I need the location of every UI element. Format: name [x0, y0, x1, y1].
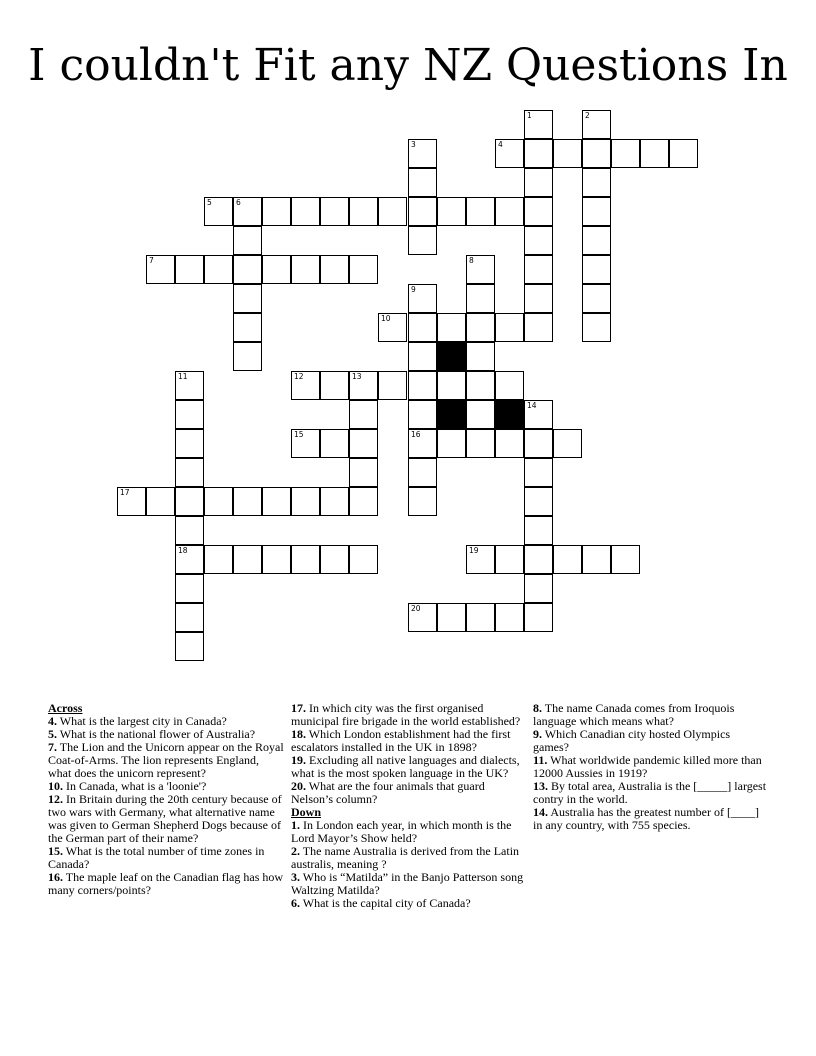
- clue-down-14: 14. Australia has the greatest number of [____] in any country, with 755 species.: [533, 805, 759, 832]
- grid-cell[interactable]: [669, 139, 698, 168]
- clue-number-1: 1: [527, 111, 532, 120]
- grid-cell[interactable]: [466, 342, 495, 371]
- across-heading: Across: [48, 701, 83, 715]
- black-cell: [437, 400, 466, 429]
- grid-cell[interactable]: [320, 487, 349, 516]
- grid-cell[interactable]: [582, 545, 611, 574]
- grid-cell[interactable]: [524, 226, 553, 255]
- clue-column-1: [48, 702, 284, 897]
- clue-number-8: 8: [469, 256, 474, 265]
- grid-cell[interactable]: [175, 487, 204, 516]
- clue-down-3: 3. Who is “Matilda” in the Banjo Patterson song Waltzing Matilda?: [291, 870, 524, 897]
- grid-cell[interactable]: [524, 255, 553, 284]
- clue-down-1: 1. In London each year, in which month is the Lord Mayor’s Show held?: [291, 818, 512, 845]
- grid-cell[interactable]: [524, 603, 553, 632]
- grid-cell[interactable]: [495, 545, 524, 574]
- grid-cell[interactable]: [524, 313, 553, 342]
- clue-down-11: 11. What worldwide pandemic killed more than 12000 Aussies in 1919?: [533, 753, 762, 780]
- clue-number-18: 18: [178, 546, 188, 555]
- clue-across-4: 4. What is the largest city in Canada?: [48, 714, 227, 728]
- clue-number-2: 2: [585, 111, 590, 120]
- grid-cell[interactable]: [553, 429, 582, 458]
- grid-cell[interactable]: [524, 139, 553, 168]
- grid-cell[interactable]: [320, 255, 349, 284]
- grid-cell[interactable]: [320, 429, 349, 458]
- grid-cell[interactable]: [437, 429, 466, 458]
- grid-cell[interactable]: [524, 400, 553, 429]
- grid-cell[interactable]: [466, 197, 495, 226]
- grid-cell[interactable]: [408, 226, 437, 255]
- grid-cell[interactable]: [437, 603, 466, 632]
- clue-number-6: 6: [236, 198, 241, 207]
- grid-cell[interactable]: [262, 197, 291, 226]
- grid-cell[interactable]: [408, 139, 437, 168]
- grid-cell[interactable]: [349, 400, 378, 429]
- clue-number-13: 13: [352, 372, 362, 381]
- grid-cell[interactable]: [349, 487, 378, 516]
- clue-number-11: 11: [178, 372, 188, 381]
- grid-cell[interactable]: [233, 545, 262, 574]
- grid-cell[interactable]: [582, 139, 611, 168]
- grid-cell[interactable]: [378, 313, 407, 342]
- grid-cell[interactable]: [582, 313, 611, 342]
- grid-cell[interactable]: [349, 371, 378, 400]
- grid-cell[interactable]: [175, 603, 204, 632]
- clue-across-16: 16. The maple leaf on the Canadian flag has how many corners/points?: [48, 870, 284, 897]
- grid-cell[interactable]: [175, 458, 204, 487]
- grid-cell[interactable]: [466, 400, 495, 429]
- grid-cell[interactable]: [466, 603, 495, 632]
- clue-number-7: 7: [149, 256, 154, 265]
- grid-cell[interactable]: [466, 313, 495, 342]
- grid-cell[interactable]: [582, 255, 611, 284]
- grid-cell[interactable]: [175, 545, 204, 574]
- grid-cell[interactable]: [582, 110, 611, 139]
- grid-cell[interactable]: [408, 197, 437, 226]
- grid-cell[interactable]: [175, 400, 204, 429]
- grid-cell[interactable]: [553, 545, 582, 574]
- grid-cell[interactable]: [437, 313, 466, 342]
- grid-cell[interactable]: [408, 458, 437, 487]
- grid-cell[interactable]: [524, 168, 553, 197]
- page-title: I couldn't Fit any NZ Questions In: [28, 40, 788, 91]
- clue-down-2: 2. The name Australia is derived from the Latin australis, meaning ?: [291, 844, 520, 871]
- grid-cell[interactable]: [524, 197, 553, 226]
- grid-cell[interactable]: [524, 458, 553, 487]
- grid-cell[interactable]: [466, 284, 495, 313]
- grid-cell[interactable]: [175, 574, 204, 603]
- grid-cell[interactable]: [408, 313, 437, 342]
- grid-cell[interactable]: [349, 255, 378, 284]
- grid-cell[interactable]: [524, 516, 553, 545]
- clue-across-12: 12. In Britain during the 20th century because of two wars with Germany, what alternative name was given to German Shepherd Dogs because of the German part of their name?: [48, 792, 282, 845]
- grid-cell[interactable]: [408, 342, 437, 371]
- grid-cell[interactable]: [466, 429, 495, 458]
- grid-cell[interactable]: [349, 429, 378, 458]
- grid-cell[interactable]: [582, 168, 611, 197]
- grid-cell[interactable]: [291, 255, 320, 284]
- grid-cell[interactable]: [408, 371, 437, 400]
- grid-cell[interactable]: [524, 574, 553, 603]
- clue-down-6: 6. What is the capital city of Canada?: [291, 896, 471, 910]
- grid-cell[interactable]: [495, 139, 524, 168]
- grid-cell[interactable]: [495, 603, 524, 632]
- grid-cell[interactable]: [495, 429, 524, 458]
- clue-across-20: 20. What are the four animals that guard Nelson’s column?: [291, 779, 485, 806]
- clue-across-7: 7. The Lion and the Unicorn appear on the Royal Coat-of-Arms. The lion represents England, what does the unicorn represent?: [48, 740, 284, 780]
- grid-cell[interactable]: [291, 545, 320, 574]
- grid-cell[interactable]: [233, 487, 262, 516]
- grid-cell[interactable]: [437, 197, 466, 226]
- grid-cell[interactable]: [233, 313, 262, 342]
- grid-cell[interactable]: [204, 255, 233, 284]
- grid-cell[interactable]: [378, 371, 407, 400]
- grid-cell[interactable]: [582, 284, 611, 313]
- grid-cell[interactable]: [349, 545, 378, 574]
- clue-number-3: 3: [411, 140, 416, 149]
- black-cell: [437, 342, 466, 371]
- grid-cell[interactable]: [175, 632, 204, 661]
- grid-cell[interactable]: [437, 371, 466, 400]
- clue-number-20: 20: [411, 604, 421, 613]
- clue-down-9: 9. Which Canadian city hosted Olympics games?: [533, 727, 731, 754]
- grid-cell[interactable]: [524, 110, 553, 139]
- clue-number-19: 19: [469, 546, 479, 555]
- clue-number-9: 9: [411, 285, 416, 294]
- grid-cell[interactable]: [291, 429, 320, 458]
- grid-cell[interactable]: [233, 255, 262, 284]
- grid-cell[interactable]: [611, 545, 640, 574]
- grid-cell[interactable]: [408, 603, 437, 632]
- grid-cell[interactable]: [233, 197, 262, 226]
- clue-down-8: 8. The name Canada comes from Iroquois language which means what?: [533, 701, 735, 728]
- grid-cell[interactable]: [640, 139, 669, 168]
- grid-cell[interactable]: [611, 139, 640, 168]
- grid-cell[interactable]: [466, 371, 495, 400]
- grid-cell[interactable]: [524, 284, 553, 313]
- clue-across-10: 10. In Canada, what is a 'loonie'?: [48, 779, 207, 793]
- grid-cell[interactable]: [204, 487, 233, 516]
- grid-cell[interactable]: [408, 168, 437, 197]
- grid-cell[interactable]: [320, 545, 349, 574]
- grid-cell[interactable]: [524, 545, 553, 574]
- clue-across-18: 18. Which London establishment had the first escalators installed in the UK in 1898?: [291, 727, 511, 754]
- grid-cell[interactable]: [291, 197, 320, 226]
- grid-cell[interactable]: [466, 255, 495, 284]
- grid-cell[interactable]: [349, 458, 378, 487]
- grid-cell[interactable]: [262, 255, 291, 284]
- grid-cell[interactable]: [495, 371, 524, 400]
- clue-across-19: 19. Excluding all native languages and dialects, what is the most spoken language in the UK?: [291, 753, 520, 780]
- grid-cell[interactable]: [524, 487, 553, 516]
- grid-cell[interactable]: [320, 371, 349, 400]
- grid-cell[interactable]: [408, 284, 437, 313]
- grid-cell[interactable]: [233, 284, 262, 313]
- grid-cell[interactable]: [582, 226, 611, 255]
- grid-cell[interactable]: [408, 400, 437, 429]
- clue-number-17: 17: [120, 488, 130, 497]
- clue-number-16: 16: [411, 430, 421, 439]
- clue-number-15: 15: [294, 430, 304, 439]
- clue-number-10: 10: [381, 314, 391, 323]
- grid-cell[interactable]: [495, 313, 524, 342]
- clue-number-5: 5: [207, 198, 212, 207]
- clue-number-12: 12: [294, 372, 304, 381]
- down-heading: Down: [291, 805, 322, 819]
- grid-cell[interactable]: [262, 545, 291, 574]
- clue-across-17: 17. In which city was the first organised municipal fire brigade in the world established?: [291, 701, 521, 728]
- clue-across-15: 15. What is the total number of time zones in Canada?: [48, 844, 265, 871]
- clue-column-2: [291, 702, 527, 910]
- grid-cell[interactable]: [175, 255, 204, 284]
- grid-cell[interactable]: [204, 545, 233, 574]
- clue-number-4: 4: [498, 140, 503, 149]
- grid-cell[interactable]: [349, 197, 378, 226]
- grid-cell[interactable]: [408, 487, 437, 516]
- grid-cell[interactable]: [262, 487, 291, 516]
- grid-cell[interactable]: [204, 197, 233, 226]
- grid-cell[interactable]: [175, 516, 204, 545]
- black-cell: [495, 400, 524, 429]
- grid-cell[interactable]: [233, 342, 262, 371]
- clue-across-5: 5. What is the national flower of Australia?: [48, 727, 256, 741]
- grid-cell[interactable]: [291, 371, 320, 400]
- grid-cell[interactable]: [117, 487, 146, 516]
- grid-cell[interactable]: [466, 545, 495, 574]
- grid-cell[interactable]: [233, 226, 262, 255]
- grid-cell[interactable]: [175, 429, 204, 458]
- clue-number-14: 14: [527, 401, 537, 410]
- grid-cell[interactable]: [495, 197, 524, 226]
- grid-cell[interactable]: [582, 197, 611, 226]
- clue-column-3: [533, 702, 769, 832]
- grid-cell[interactable]: [320, 197, 349, 226]
- grid-cell[interactable]: [408, 429, 437, 458]
- clue-down-13: 13. By total area, Australia is the [_____] largest contry in the world.: [533, 779, 767, 806]
- grid-cell[interactable]: [524, 429, 553, 458]
- grid-cell[interactable]: [291, 487, 320, 516]
- grid-cell[interactable]: [146, 487, 175, 516]
- grid-cell[interactable]: [553, 139, 582, 168]
- grid-cell[interactable]: [146, 255, 175, 284]
- grid-cell[interactable]: [378, 197, 407, 226]
- grid-cell[interactable]: [175, 371, 204, 400]
